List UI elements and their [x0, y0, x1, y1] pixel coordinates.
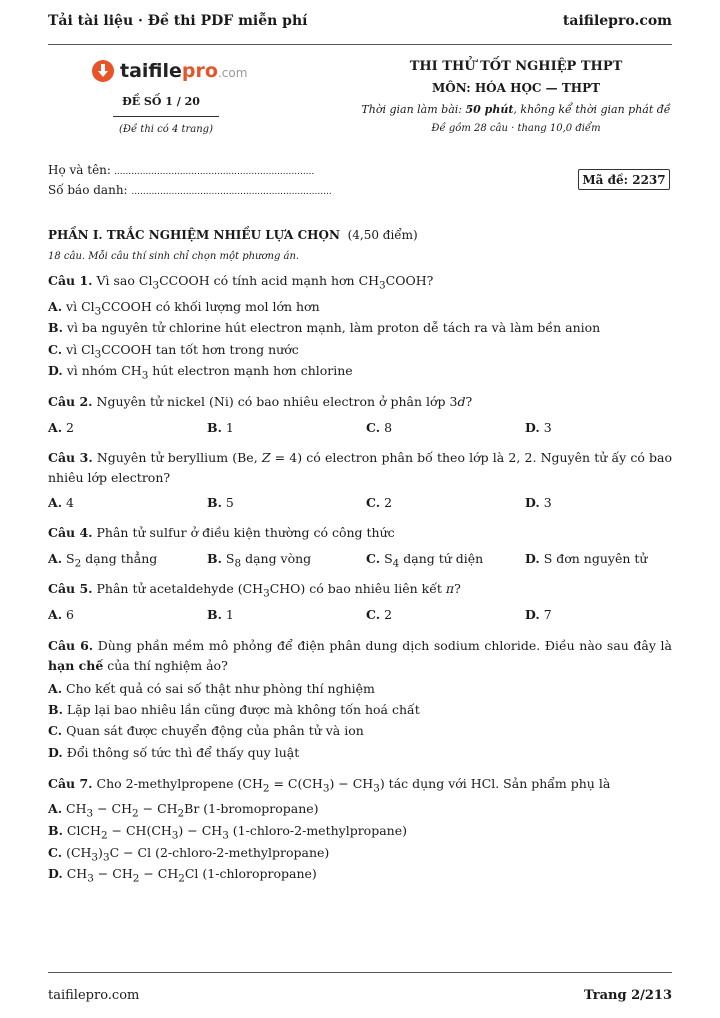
q3-option-d[interactable]: D. 3 — [525, 495, 552, 510]
q7-option-b[interactable]: B. ClCH$_2$ − $CH(CH_3) - CH_3$ (1-chloro-2-methylpropane) — [48, 823, 407, 842]
q1-option-a[interactable]: A. vì $Cl_3CCOOH$ có khối lượng mol lớn hơn — [48, 299, 320, 318]
q2-option-c[interactable]: C. 8 — [366, 420, 393, 435]
header-site-tagline: Tải tài liệu · Đề thi PDF miễn phí — [48, 13, 308, 29]
q1-option-c[interactable]: C. vì $Cl_3CCOOH$ tan tốt hơn trong nước — [48, 342, 299, 361]
header-site-domain[interactable]: taifilepro.com — [562, 13, 672, 29]
q7-option-a[interactable]: A. $CH_3 - CH_2 - CH_2Br$ (1-bromopropane) — [48, 801, 319, 820]
q7-option-c[interactable]: C. $(CH_3)_3C - Cl$ (2-chloro-2-methylpropane) — [48, 845, 330, 864]
exam-number-rule — [113, 116, 219, 117]
question-3: Câu 3. Nguyên tử beryllium (Be, Z = 4) có electron phân bố theo lớp là 2, 2. Nguyên tử ấy có bao nhiêu lớp electron? — [48, 450, 672, 485]
exam-time: Thời gian làm bài: 50 phút, không kể thời gian phát đề — [361, 103, 671, 116]
section-title: PHẦN I. TRẮC NGHIỆM NHIỀU LỰA CHỌN (4,50 điểm) — [48, 228, 418, 242]
logo-text-c: .com — [217, 66, 248, 80]
q6-option-c[interactable]: C. Quan sát được chuyển động của phân tử và ion — [48, 723, 364, 738]
name-field[interactable]: Họ và tên: ...................................................................... — [48, 163, 315, 177]
q3-option-a[interactable]: A. 4 — [48, 495, 74, 510]
q7-option-d[interactable]: D. $CH_3 - CH_2 - CH_2Cl$ (1-chloropropane) — [48, 866, 317, 885]
q5-option-a[interactable]: A. 6 — [48, 607, 74, 622]
q4-option-a[interactable]: A. $S_2$ dạng thẳng — [48, 551, 158, 570]
q6-option-b[interactable]: B. Lặp lại bao nhiêu lần cũng được mà không tốn hoá chất — [48, 702, 420, 717]
q2-option-b[interactable]: B. 1 — [207, 420, 234, 435]
logo-text-b: pro — [181, 60, 218, 82]
logo-text-a: taifile — [120, 60, 182, 82]
q1-option-d[interactable]: D. vì nhóm $CH_3$ hút electron mạnh hơn chlorine — [48, 363, 353, 382]
sbd-field[interactable]: Số báo danh: ...................................................................... — [48, 183, 332, 197]
footer-site-domain[interactable]: taifilepro.com — [48, 988, 140, 1003]
question-4: Câu 4. Phân tử sulfur ở điều kiện thường có công thức — [48, 525, 395, 540]
header-rule — [48, 44, 672, 45]
exam-code-badge: Mã đề: 2237 — [578, 169, 670, 190]
q2-option-a[interactable]: A. 2 — [48, 420, 74, 435]
download-icon — [92, 60, 114, 82]
q5-option-c[interactable]: C. 2 — [366, 607, 393, 622]
page-number: Trang 2/213 — [584, 988, 672, 1003]
question-7: Câu 7. Cho 2-methylpropene $(CH_2 = C(CH_3) - CH_3)$ tác dụng với HCl. Sản phẩm phụ là — [48, 776, 611, 795]
exam-number: ĐỀ SỐ 1 / 20 — [122, 95, 200, 108]
q5-option-d[interactable]: D. 7 — [525, 607, 552, 622]
footer-rule — [48, 972, 672, 973]
q4-option-b[interactable]: B. $S_8$ dạng vòng — [207, 551, 312, 570]
q1-option-b[interactable]: B. vì ba nguyên tử chlorine hút electron mạnh, làm proton dễ tách ra và làm bền anion — [48, 320, 601, 335]
page-count-note: (Đề thi có 4 trang) — [119, 124, 213, 135]
question-6: Câu 6. Dùng phần mềm mô phỏng để điện phân dung dịch sodium chloride. Điều nào sau đây là hạn chế của thí nghiệm ảo? — [48, 638, 672, 673]
exam-info: Đề gồm 28 câu · thang 10,0 điểm — [431, 123, 601, 134]
q4-option-d[interactable]: D. S đơn nguyên tử — [525, 551, 648, 566]
q5-option-b[interactable]: B. 1 — [207, 607, 234, 622]
q6-option-d[interactable]: D. Đổi thông số tức thì để thấy quy luật — [48, 745, 300, 760]
question-2: Câu 2. Nguyên tử nickel (Ni) có bao nhiêu electron ở phân lớp 3d? — [48, 394, 473, 409]
exam-subject: MÔN: HÓA HỌC — THPT — [431, 81, 601, 95]
question-1: Câu 1. Vì sao $Cl_3CCOOH$ có tính acid mạnh hơn $CH_3COOH$? — [48, 273, 434, 292]
q2-option-d[interactable]: D. 3 — [525, 420, 552, 435]
exam-title: THI THỬ TỐT NGHIỆP THPT — [409, 59, 623, 74]
section-note: 18 câu. Mỗi câu thí sinh chỉ chọn một phương án. — [48, 251, 300, 262]
q3-option-b[interactable]: B. 5 — [207, 495, 234, 510]
q6-option-a[interactable]: A. Cho kết quả có sai số thật như phòng thí nghiệm — [48, 681, 375, 696]
question-5: Câu 5. Phân tử acetaldehyde $(CH_3CHO)$ có bao nhiêu liên kết π? — [48, 581, 461, 600]
logo — [92, 60, 247, 82]
q3-option-c[interactable]: C. 2 — [366, 495, 393, 510]
q4-option-c[interactable]: C. $S_4$ dạng tứ diện — [366, 551, 484, 570]
